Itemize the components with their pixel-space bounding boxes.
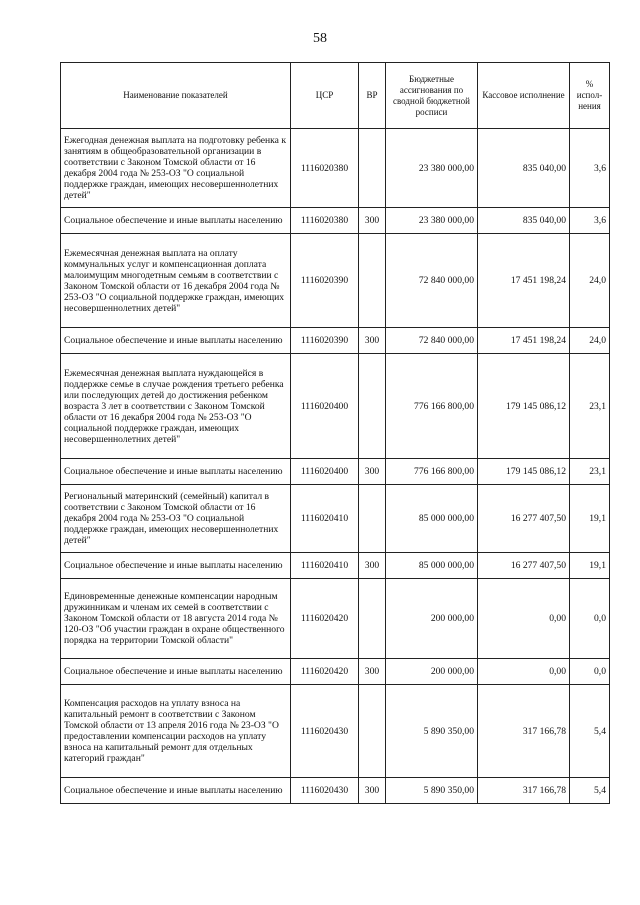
header-pct: % испол-нения <box>570 63 610 129</box>
row-cash: 17 451 198,24 <box>478 234 570 328</box>
row-budget: 85 000 000,00 <box>386 485 478 553</box>
table-header-row <box>61 63 610 129</box>
row-name: Единовременные денежные компенсации народным дружинникам и членам их семей в соответствии с Законом Томской области от 18 августа 2014 года № 120-ОЗ "Об участии граждан в охране общественного порядка на территории Томской области" <box>61 579 291 659</box>
row-budget: 23 380 000,00 <box>386 129 478 208</box>
row-cash: 835 040,00 <box>478 129 570 208</box>
row-vr <box>359 354 386 459</box>
row-cash: 16 277 407,50 <box>478 485 570 553</box>
row-pct: 3,6 <box>570 129 610 208</box>
row-pct: 19,1 <box>570 553 610 579</box>
row-cash: 0,00 <box>478 659 570 685</box>
row-budget: 23 380 000,00 <box>386 208 478 234</box>
row-name: Социальное обеспечение и иные выплаты населению <box>61 328 291 354</box>
row-pct: 24,0 <box>570 328 610 354</box>
header-cash: Кассовое исполнение <box>478 63 570 129</box>
row-pct: 3,6 <box>570 208 610 234</box>
row-pct: 19,1 <box>570 485 610 553</box>
row-cash: 0,00 <box>478 579 570 659</box>
row-pct: 5,4 <box>570 685 610 778</box>
row-name: Ежегодная денежная выплата на подготовку ребенка к занятиям в общеобразовательной организации в соответствии с Законом Томской области от 16 декабря 2004 года № 253-ОЗ "О социальной поддержке граждан, имеющих несовершеннолетних детей" <box>61 129 291 208</box>
row-vr: 300 <box>359 659 386 685</box>
table-row <box>61 778 610 804</box>
table-row <box>61 129 610 208</box>
table-row <box>61 234 610 328</box>
row-csr: 1116020400 <box>291 354 359 459</box>
row-csr: 1116020430 <box>291 778 359 804</box>
row-budget: 5 890 350,00 <box>386 685 478 778</box>
row-name: Компенсация расходов на уплату взноса на капитальный ремонт в соответствии с Законом Томской области от 13 апреля 2016 года № 23-ОЗ "О предоставлении компенсации расходов на уплату взноса на капитальный ремонт для отдельных категорий граждан" <box>61 685 291 778</box>
row-cash: 16 277 407,50 <box>478 553 570 579</box>
row-csr: 1116020390 <box>291 328 359 354</box>
row-csr: 1116020430 <box>291 685 359 778</box>
row-name: Социальное обеспечение и иные выплаты населению <box>61 778 291 804</box>
row-vr <box>359 129 386 208</box>
table-row <box>61 328 610 354</box>
row-vr: 300 <box>359 328 386 354</box>
table-row <box>61 459 610 485</box>
row-cash: 179 145 086,12 <box>478 354 570 459</box>
row-csr: 1116020380 <box>291 129 359 208</box>
row-cash: 835 040,00 <box>478 208 570 234</box>
row-budget: 72 840 000,00 <box>386 234 478 328</box>
row-vr: 300 <box>359 778 386 804</box>
row-vr <box>359 579 386 659</box>
header-vr: ВР <box>359 63 386 129</box>
row-pct: 23,1 <box>570 459 610 485</box>
row-vr <box>359 485 386 553</box>
row-cash: 317 166,78 <box>478 778 570 804</box>
row-csr: 1116020420 <box>291 579 359 659</box>
table-row <box>61 685 610 778</box>
row-budget: 5 890 350,00 <box>386 778 478 804</box>
row-name: Социальное обеспечение и иные выплаты населению <box>61 459 291 485</box>
table-row <box>61 354 610 459</box>
row-budget: 72 840 000,00 <box>386 328 478 354</box>
header-budget: Бюджетные ассигнования по сводной бюджетной росписи <box>386 63 478 129</box>
table-row <box>61 485 610 553</box>
row-vr <box>359 234 386 328</box>
row-pct: 5,4 <box>570 778 610 804</box>
row-budget: 776 166 800,00 <box>386 459 478 485</box>
row-cash: 179 145 086,12 <box>478 459 570 485</box>
row-name: Социальное обеспечение и иные выплаты населению <box>61 553 291 579</box>
row-vr: 300 <box>359 208 386 234</box>
header-csr: ЦСР <box>291 63 359 129</box>
row-budget: 85 000 000,00 <box>386 553 478 579</box>
table-row <box>61 659 610 685</box>
row-budget: 776 166 800,00 <box>386 354 478 459</box>
row-name: Ежемесячная денежная выплата нуждающейся в поддержке семье в случае рождения третьего ребенка или последующих детей до достижения ребенком возраста 3 лет в соответствии с Законом Томской области от 16 декабря 2004 года № 253-ОЗ "О социальной поддержке граждан, имеющих несовершеннолетних детей" <box>61 354 291 459</box>
budget-execution-table <box>60 62 610 804</box>
header-name: Наименование показателей <box>61 63 291 129</box>
row-budget: 200 000,00 <box>386 659 478 685</box>
row-pct: 0,0 <box>570 579 610 659</box>
row-pct: 0,0 <box>570 659 610 685</box>
row-name: Региональный материнский (семейный) капитал в соответствии с Законом Томской области от 16 декабря 2004 года № 253-ОЗ "О социальной поддержке граждан, имеющих несовершеннолетних детей" <box>61 485 291 553</box>
row-budget: 200 000,00 <box>386 579 478 659</box>
row-pct: 23,1 <box>570 354 610 459</box>
table-row <box>61 553 610 579</box>
page-number: 58 <box>313 31 327 46</box>
row-vr: 300 <box>359 459 386 485</box>
row-name: Ежемесячная денежная выплата на оплату коммунальных услуг и компенсационная доплата малоимущим многодетным семьям в соответствии с Законом Томской области от 16 декабря 2004 года № 253-ОЗ "О социальной поддержке граждан, имеющих несовершеннолетних детей" <box>61 234 291 328</box>
row-cash: 17 451 198,24 <box>478 328 570 354</box>
row-vr <box>359 685 386 778</box>
row-name: Социальное обеспечение и иные выплаты населению <box>61 208 291 234</box>
row-vr: 300 <box>359 553 386 579</box>
row-csr: 1116020420 <box>291 659 359 685</box>
row-cash: 317 166,78 <box>478 685 570 778</box>
table-row <box>61 208 610 234</box>
row-name: Социальное обеспечение и иные выплаты населению <box>61 659 291 685</box>
row-csr: 1116020390 <box>291 234 359 328</box>
row-csr: 1116020380 <box>291 208 359 234</box>
row-csr: 1116020410 <box>291 553 359 579</box>
row-csr: 1116020410 <box>291 485 359 553</box>
row-pct: 24,0 <box>570 234 610 328</box>
table-row <box>61 579 610 659</box>
row-csr: 1116020400 <box>291 459 359 485</box>
